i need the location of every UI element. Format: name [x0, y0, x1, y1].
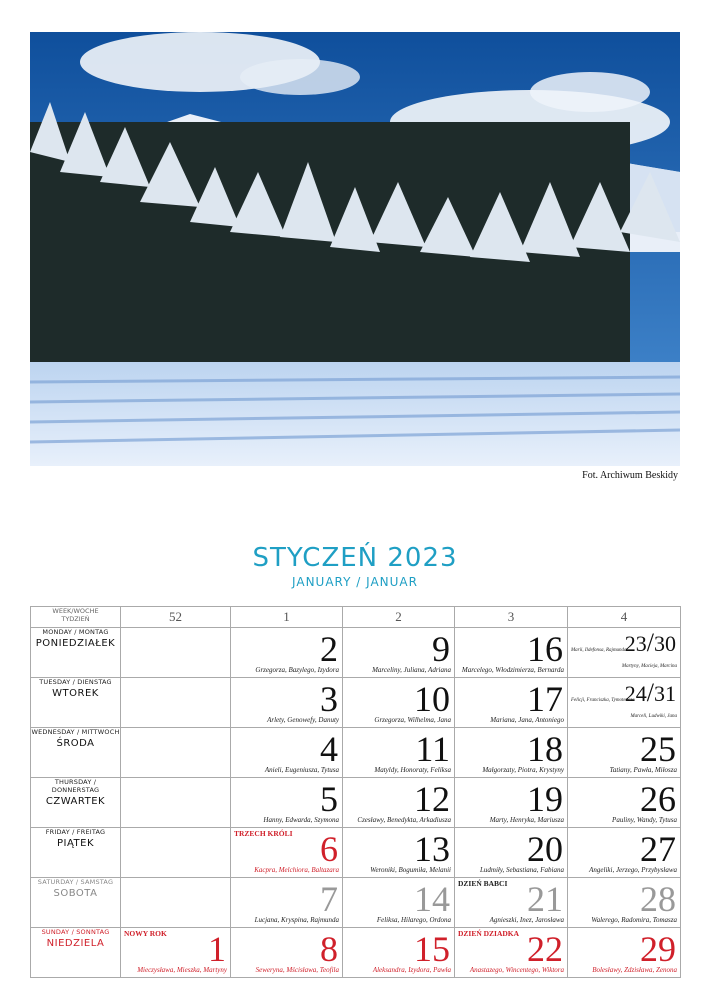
week-number: 52 — [121, 607, 231, 628]
week-number: 2 — [343, 607, 455, 628]
day-cell — [568, 778, 681, 828]
day-row — [31, 678, 681, 728]
day-cell — [455, 878, 568, 928]
nameday-names: Seweryna, Mścisława, Teofila — [255, 966, 339, 974]
day-name-en-de: SUNDAY / SONNTAG — [41, 928, 110, 936]
nameday-names: Angeliki, Jerzego, Przybysława — [589, 866, 677, 874]
nameday-names: Martyny, Macieja, Marcina — [621, 664, 677, 669]
nameday-names: Tatiany, Pawła, Miłosza — [609, 766, 677, 774]
date-number: 18 — [527, 729, 563, 769]
nameday-names: Marcelego, Włodzimierza, Bernarda — [461, 666, 564, 674]
day-name-pl: WTOREK — [52, 688, 99, 699]
date-number: 15 — [414, 929, 450, 969]
holiday-label: NOWY ROK — [124, 929, 167, 938]
day-label-cell — [31, 878, 121, 928]
day-name-en-de: WEDNESDAY / MITTWOCH — [31, 728, 120, 736]
date-slash: / — [646, 628, 654, 657]
week-label-cell — [31, 607, 121, 628]
date-number: 22 — [527, 929, 563, 969]
nameday-names: Lucjana, Kryspina, Rajmunda — [254, 916, 339, 924]
nameday-names: Mieczysława, Mieszka, Martyny — [137, 966, 227, 974]
day-cell — [231, 928, 343, 978]
calendar-grid — [30, 606, 681, 978]
day-row — [31, 878, 681, 928]
nameday-names: Hanny, Edwarda, Szymona — [263, 816, 339, 824]
date-number: 26 — [640, 779, 676, 819]
date-slash: / — [646, 678, 654, 707]
date-number: 10 — [414, 679, 450, 719]
week-number: 3 — [455, 607, 568, 628]
nameday-names: Bolesławy, Zdzisława, Zenona — [592, 966, 677, 974]
nameday-names: Agnieszki, Inez, Jarosława — [489, 916, 564, 924]
date-number: 9 — [432, 629, 450, 669]
day-cell — [568, 928, 681, 978]
double-date-number — [625, 679, 676, 708]
date-number: 28 — [640, 879, 676, 919]
day-cell — [121, 628, 231, 678]
day-cell — [568, 728, 681, 778]
double-date-number — [625, 629, 676, 658]
date-number: 3 — [320, 679, 338, 719]
day-name-pl: PONIEDZIAŁEK — [35, 638, 116, 649]
day-cell — [568, 828, 681, 878]
day-label-cell — [31, 778, 121, 828]
day-cell — [231, 878, 343, 928]
date-number: 4 — [320, 729, 338, 769]
week-header-row — [31, 607, 681, 628]
day-name-pl: NIEDZIELA — [46, 938, 105, 949]
day-name-en-de: THURSDAY / DONNERSTAG — [51, 778, 100, 794]
nameday-names: Aleksandra, Izydora, Pawła — [372, 966, 451, 974]
day-cell — [343, 828, 455, 878]
day-label-cell — [31, 628, 121, 678]
day-cell — [343, 778, 455, 828]
day-cell — [455, 828, 568, 878]
day-cell — [343, 878, 455, 928]
nameday-names: Felicji, Franciszka, Tymoteusza — [571, 698, 635, 703]
nameday-names: Marty, Henryka, Mariusza — [489, 816, 564, 824]
date-number: 29 — [640, 929, 676, 969]
day-cell — [343, 628, 455, 678]
date-number: 2 — [320, 629, 338, 669]
date-number: 17 — [527, 679, 563, 719]
day-cell — [231, 628, 343, 678]
date-number: 1 — [208, 929, 226, 969]
day-cell — [121, 728, 231, 778]
day-cell — [343, 928, 455, 978]
date-number: 12 — [414, 779, 450, 819]
day-name-pl: ŚRODA — [56, 738, 95, 749]
nameday-names: Kacpra, Melchiora, Baltazara — [254, 866, 339, 874]
day-cell — [455, 628, 568, 678]
day-name-pl: CZWARTEK — [45, 796, 106, 807]
week-label-pl: TYDZIEŃ — [61, 615, 90, 623]
nameday-names: Grzegorza, Bazylego, Izydora — [255, 666, 339, 674]
day-row — [31, 928, 681, 978]
day-cell — [231, 778, 343, 828]
date-number: 5 — [320, 779, 338, 819]
day-label-cell — [31, 728, 121, 778]
day-cell — [121, 878, 231, 928]
day-name-en-de: FRIDAY / FREITAG — [45, 828, 106, 836]
date-number: 11 — [415, 729, 450, 769]
date-number: 16 — [527, 629, 563, 669]
nameday-names: Weroniki, Bogumiła, Melanii — [370, 866, 451, 874]
nameday-names: Grzegorza, Wilhelma, Jana — [374, 716, 451, 724]
day-cell — [568, 628, 681, 678]
landscape-photo — [30, 32, 680, 466]
date-number: 19 — [527, 779, 563, 819]
day-cell — [121, 678, 231, 728]
day-cell — [568, 878, 681, 928]
day-cell — [455, 928, 568, 978]
day-name-en-de: TUESDAY / DIENSTAG — [39, 678, 112, 686]
nameday-names: Walerego, Radomira, Tomasza — [591, 916, 677, 924]
date-number: 14 — [414, 879, 450, 919]
day-row — [31, 628, 681, 678]
day-name-pl: PIĄTEK — [56, 838, 95, 849]
nameday-names: Arlety, Genowefy, Danuty — [267, 716, 339, 724]
nameday-names: Matyldy, Honoraty, Feliksa — [374, 766, 451, 774]
date-number: 27 — [640, 829, 676, 869]
day-cell — [121, 828, 231, 878]
date-number: 24 — [624, 681, 647, 706]
day-row — [31, 828, 681, 878]
nameday-names: Marii, Ildefonsa, Rajmunda — [571, 648, 627, 653]
day-cell — [121, 928, 231, 978]
nameday-names: Pauliny, Wandy, Tytusa — [612, 816, 677, 824]
holiday-label: DZIEŃ DZIADKA — [458, 929, 520, 938]
nameday-names: Ludmiły, Sebastiana, Fabiana — [480, 866, 564, 874]
nameday-names: Marceli, Ludwiki, Jana — [630, 714, 677, 719]
date-number: 6 — [320, 829, 338, 869]
nameday-names: Czesławy, Benedykta, Arkadiusza — [357, 816, 451, 824]
date-number: 7 — [320, 879, 338, 919]
day-row — [31, 778, 681, 828]
nameday-names: Marceliny, Juliana, Adriana — [372, 666, 451, 674]
date-number: 20 — [527, 829, 563, 869]
day-cell — [343, 678, 455, 728]
date-number: 30 — [654, 631, 676, 656]
day-label-cell — [31, 678, 121, 728]
nameday-names: Anieli, Eugeniusza, Tytusa — [264, 766, 339, 774]
nameday-names: Mariana, Jana, Antoniego — [490, 716, 564, 724]
date-number: 25 — [640, 729, 676, 769]
day-label-cell — [31, 828, 121, 878]
nameday-names: Feliksa, Hilarego, Ordona — [376, 916, 451, 924]
date-number: 23 — [624, 631, 647, 656]
week-number: 4 — [568, 607, 681, 628]
day-cell — [568, 678, 681, 728]
date-number: 21 — [527, 879, 563, 919]
nameday-names: Małgorzaty, Piotra, Krystyny — [482, 766, 564, 774]
day-cell — [343, 728, 455, 778]
date-number: 13 — [414, 829, 450, 869]
nameday-names: Anastazego, Wincentego, Wiktora — [469, 966, 564, 974]
date-number: 8 — [320, 929, 338, 969]
day-cell — [231, 678, 343, 728]
day-label-cell — [31, 928, 121, 978]
month-title: STYCZEŃ 2023 — [252, 543, 458, 573]
week-number: 1 — [231, 607, 343, 628]
day-cell — [455, 678, 568, 728]
date-number: 31 — [654, 681, 676, 706]
day-name-en-de: MONDAY / MONTAG — [42, 628, 109, 636]
photo-credit: Fot. Archiwum Beskidy — [582, 470, 678, 481]
day-name-en-de: SATURDAY / SAMSTAG — [37, 878, 114, 886]
winter-mountain-landscape-icon — [30, 32, 680, 466]
day-name-pl: SOBOTA — [53, 888, 98, 899]
holiday-label: TRZECH KRÓLI — [234, 829, 293, 838]
week-label-en: WEEK/WOCHE — [52, 607, 99, 615]
day-cell — [231, 728, 343, 778]
day-cell — [231, 828, 343, 878]
day-cell — [455, 778, 568, 828]
day-row — [31, 728, 681, 778]
holiday-label: DZIEŃ BABCI — [458, 879, 508, 888]
day-cell — [121, 778, 231, 828]
day-cell — [455, 728, 568, 778]
month-subtitle: JANUARY / JANUAR — [292, 575, 418, 589]
